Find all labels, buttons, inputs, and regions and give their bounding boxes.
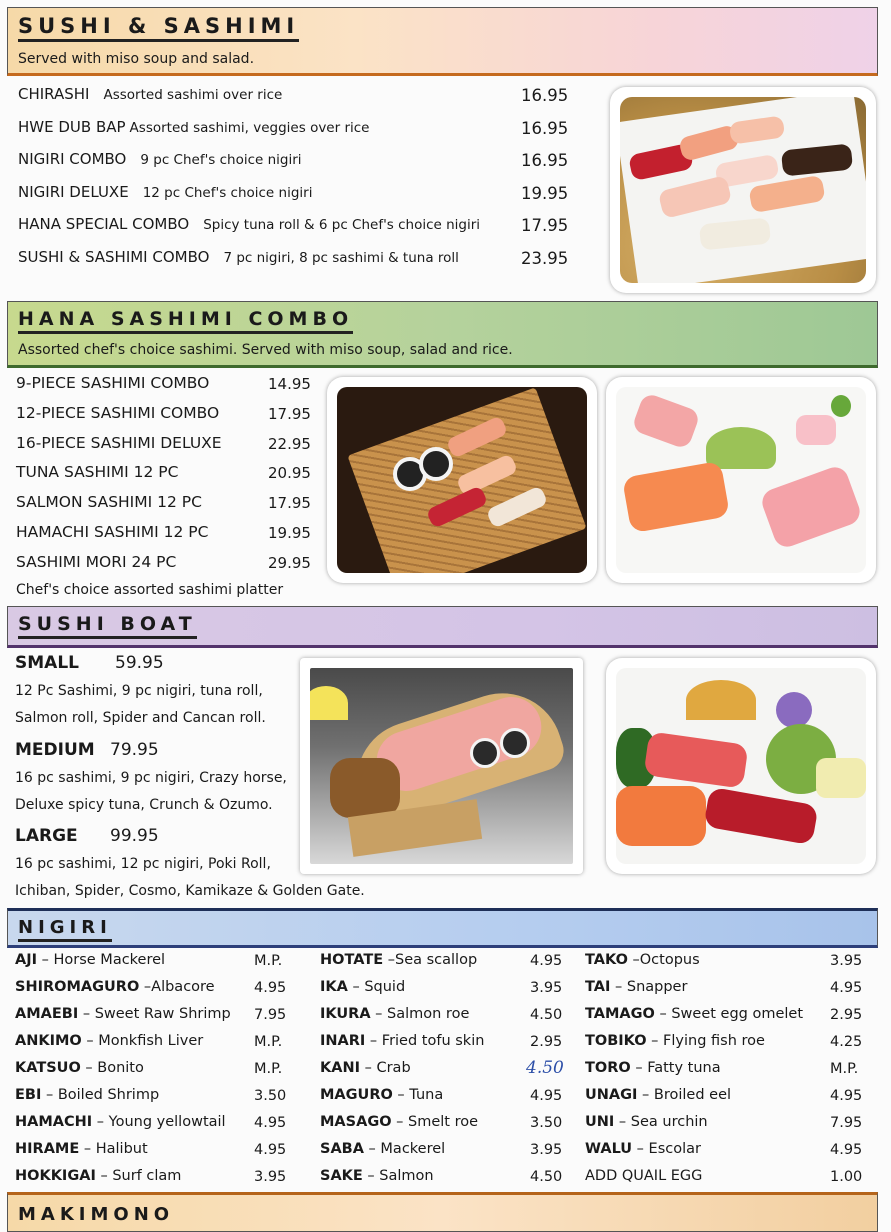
menu-item: [18, 183, 312, 201]
separator: –: [79, 1141, 96, 1157]
nigiri-name: KANI: [320, 1060, 360, 1076]
separator: –: [627, 952, 640, 968]
section-title: SUSHI & SASHIMI: [18, 14, 299, 42]
item-description: 12 pc Chef's choice nigiri: [142, 184, 313, 201]
boat-size-name: SMALL: [15, 653, 79, 673]
sashimi-mori-note: Chef's choice assorted sashimi platter: [16, 582, 284, 598]
nigiri-price: 3.95: [830, 953, 863, 969]
menu-item: [18, 85, 282, 103]
nigiri-item: [15, 979, 215, 995]
nigiri-description: Smelt roe: [408, 1114, 479, 1130]
item-name: CHIRASHI: [18, 85, 90, 103]
item-price: 17.95: [521, 216, 569, 236]
nigiri-price: 4.25: [830, 1034, 863, 1050]
item-description: Spicy tuna roll & 6 pc Chef's choice nigiri: [203, 217, 481, 234]
nigiri-price: 2.95: [530, 1034, 563, 1050]
item-name: NIGIRI DELUXE: [18, 182, 129, 201]
nigiri-description: Escolar: [648, 1141, 701, 1157]
nigiri-description: Broiled eel: [653, 1087, 732, 1103]
separator: –: [139, 979, 152, 995]
nigiri-description: Snapper: [626, 979, 688, 995]
sushi-sashimi-header: [7, 7, 878, 76]
nigiri-name: ADD QUAIL EGG: [585, 1168, 703, 1184]
nigiri-name: AMAEBI: [15, 1006, 79, 1022]
item-price: 17.95: [268, 494, 311, 513]
nigiri-description: Bonito: [97, 1060, 144, 1076]
nigiri-price: 3.95: [530, 1142, 563, 1158]
separator: –: [370, 1006, 388, 1022]
item-price: 20.95: [268, 464, 311, 483]
separator: –: [646, 1033, 664, 1049]
menu-item-name: TUNA SASHIMI 12 PC: [16, 463, 179, 482]
nigiri-description: Flying fish roe: [663, 1033, 765, 1049]
nigiri-description: Albacore: [151, 979, 215, 995]
nigiri-name: SABA: [320, 1141, 364, 1157]
sushi-boat-photo: [300, 658, 583, 874]
nigiri-item: [15, 1087, 159, 1103]
nigiri-name: MAGURO: [320, 1087, 393, 1103]
hana-sashimi-header: [7, 301, 878, 368]
sashimi-flower-photo: [606, 658, 876, 874]
nigiri-price: M.P.: [254, 953, 283, 969]
nigiri-item: [15, 1141, 148, 1157]
nigiri-price: 4.50: [530, 1169, 563, 1185]
boat-description-line: Salmon roll, Spider and Cancan roll.: [15, 710, 266, 726]
nigiri-price: 4.50: [530, 1007, 563, 1023]
separator: –: [360, 1060, 377, 1076]
nigiri-item: [15, 1168, 181, 1184]
separator: –: [365, 1033, 382, 1049]
nigiri-item: [585, 1087, 731, 1103]
sashimi-plate-photo: [606, 377, 876, 583]
nigiri-item: [585, 1060, 721, 1076]
item-price: 17.95: [268, 404, 311, 423]
nigiri-description: Surf clam: [112, 1168, 182, 1184]
separator: –: [81, 1033, 99, 1049]
nigiri-description: Fatty tuna: [647, 1060, 721, 1076]
nigiri-description: Monkfish Liver: [98, 1033, 204, 1049]
menu-item: [18, 215, 480, 233]
nigiri-description: Young yellowtail: [108, 1114, 226, 1130]
nigiri-item: [585, 1006, 803, 1022]
nigiri-price: 4.95: [530, 953, 563, 969]
nigiri-item: [320, 1114, 478, 1130]
menu-item-name: SASHIMI MORI 24 PC: [16, 552, 177, 571]
item-price: 16.95: [521, 118, 569, 138]
menu-item: [18, 248, 459, 266]
section-description: Assorted chef's choice sashimi. Served with miso soup, salad and rice.: [18, 342, 513, 358]
nigiri-item: [320, 952, 477, 968]
nigiri-name: KATSUO: [15, 1060, 81, 1076]
separator: –: [637, 1087, 654, 1103]
separator: –: [614, 1114, 631, 1130]
item-name: HANA SPECIAL COMBO: [18, 215, 190, 234]
nigiri-name: SHIROMAGURO: [15, 979, 140, 995]
nigiri-item: [15, 952, 165, 968]
separator: –: [610, 979, 627, 995]
nigiri-description: Sea scallop: [394, 952, 478, 968]
item-description: 7 pc nigiri, 8 pc sashimi & tuna roll: [223, 250, 459, 266]
boat-size-name: LARGE: [15, 826, 78, 846]
nigiri-description: Sea urchin: [630, 1114, 708, 1130]
nigiri-price: 4.95: [830, 1088, 863, 1104]
nigiri-item: [585, 1168, 702, 1184]
nigiri-item: [585, 1033, 765, 1049]
nigiri-item: [15, 1060, 144, 1076]
nigiri-name: TOBIKO: [585, 1033, 647, 1049]
nigiri-item: [320, 1060, 411, 1076]
nigiri-price: 4.95: [830, 980, 863, 996]
nigiri-name: HAMACHI: [15, 1114, 93, 1130]
menu-item: [18, 118, 370, 136]
item-price: 19.95: [268, 524, 311, 542]
nigiri-item: [585, 1141, 701, 1157]
nigiri-item: [320, 979, 405, 995]
boat-description-line: 16 pc sashimi, 12 pc nigiri, Poki Roll,: [15, 856, 271, 872]
boat-description-line: Deluxe spicy tuna, Crunch & Ozumo.: [15, 796, 273, 813]
item-price: 14.95: [268, 375, 311, 393]
boat-size-name: MEDIUM: [15, 739, 95, 760]
nigiri-description: Horse Mackerel: [53, 952, 166, 968]
section-title: NIGIRI: [18, 917, 112, 942]
nigiri-header: [7, 908, 878, 948]
nigiri-name: UNAGI: [585, 1087, 638, 1103]
separator: –: [41, 1087, 58, 1103]
nigiri-name: ANKIMO: [15, 1033, 82, 1049]
menu-item-name: SALMON SASHIMI 12 PC: [16, 493, 202, 512]
separator: –: [80, 1060, 98, 1076]
section-title: HANA SASHIMI COMBO: [18, 308, 353, 334]
nigiri-price: 4.95: [254, 1142, 287, 1158]
nigiri-price: 4.95: [254, 1115, 287, 1131]
nigiri-item: [585, 979, 687, 995]
nigiri-item: [320, 1141, 445, 1157]
nigiri-price: 3.95: [254, 1169, 287, 1185]
nigiri-item: [585, 1114, 708, 1130]
nigiri-name: WALU: [585, 1141, 633, 1157]
boat-description-line: Ichiban, Spider, Cosmo, Kamikaze & Golden Gate.: [15, 883, 365, 899]
nigiri-item: [15, 1114, 226, 1130]
boat-size-price: 99.95: [110, 826, 159, 846]
nigiri-name: HOTATE: [320, 952, 384, 968]
nigiri-price: 4.50: [526, 1058, 564, 1078]
separator: –: [632, 1141, 649, 1157]
section-description: Served with miso soup and salad.: [18, 51, 255, 67]
menu-item-name: HAMACHI SASHIMI 12 PC: [16, 523, 209, 541]
item-price: 23.95: [521, 249, 569, 268]
separator: –: [78, 1006, 95, 1022]
item-price: 29.95: [268, 553, 311, 572]
item-name: NIGIRI COMBO: [18, 150, 127, 169]
nigiri-name: IKURA: [320, 1006, 371, 1022]
nigiri-description: Octopus: [639, 952, 700, 968]
menu-item-name: 9-PIECE SASHIMI COMBO: [16, 374, 210, 392]
section-title: SUSHI BOAT: [18, 613, 197, 639]
separator: –: [347, 979, 365, 995]
nigiri-price: M.P.: [830, 1061, 859, 1077]
nigiri-name: HIRAME: [15, 1141, 80, 1157]
nigiri-price: 7.95: [254, 1007, 287, 1023]
item-name: SUSHI & SASHIMI COMBO: [18, 248, 210, 266]
boat-description-line: 16 pc sashimi, 9 pc nigiri, Crazy horse,: [15, 769, 287, 786]
nigiri-name: UNI: [585, 1114, 615, 1130]
sushi-boat-header: [7, 606, 878, 648]
nigiri-item: [320, 1168, 434, 1184]
separator: –: [391, 1114, 409, 1130]
nigiri-name: SAKE: [320, 1168, 363, 1184]
nigiri-item: [320, 1087, 443, 1103]
menu-item-name: 16-PIECE SASHIMI DELUXE: [16, 433, 222, 452]
nigiri-item: [320, 1006, 469, 1022]
item-description: Assorted sashimi, veggies over rice: [129, 119, 370, 136]
separator: –: [630, 1060, 648, 1076]
nigiri-name: TAI: [585, 979, 611, 995]
separator: –: [654, 1006, 672, 1022]
sashimi-bamboo-photo: [327, 377, 597, 583]
nigiri-price: 1.00: [830, 1169, 863, 1185]
nigiri-description: Salmon: [379, 1168, 434, 1184]
nigiri-name: INARI: [320, 1033, 366, 1049]
nigiri-price: M.P.: [254, 1061, 283, 1077]
nigiri-price: 4.95: [254, 980, 287, 996]
item-price: 16.95: [521, 151, 569, 171]
nigiri-description: Tuna: [409, 1087, 444, 1103]
menu-item-name: 12-PIECE SASHIMI COMBO: [16, 403, 220, 422]
nigiri-price: 2.95: [830, 1007, 863, 1023]
separator: –: [362, 1168, 380, 1184]
separator: –: [95, 1168, 113, 1184]
section-title: MAKIMONO: [18, 1204, 175, 1225]
nigiri-item: [320, 1033, 484, 1049]
nigiri-name: MASAGO: [320, 1114, 392, 1130]
item-price: 19.95: [521, 183, 569, 203]
item-price: 22.95: [268, 434, 311, 453]
nigiri-description: Halibut: [95, 1141, 148, 1157]
nigiri-price: 3.95: [530, 980, 563, 996]
item-description: Assorted sashimi over rice: [103, 87, 283, 103]
nigiri-price: 7.95: [830, 1115, 863, 1131]
nigiri-item: [15, 1006, 231, 1022]
makimono-header: [7, 1192, 878, 1232]
nigiri-description: Boiled Shrimp: [57, 1087, 160, 1103]
separator: –: [363, 1141, 381, 1157]
nigiri-item: [15, 1033, 203, 1049]
item-name: HWE DUB BAP: [18, 117, 126, 136]
nigiri-platter-photo: [610, 87, 876, 293]
nigiri-description: Sweet egg omelet: [671, 1006, 804, 1022]
separator: –: [383, 952, 395, 968]
nigiri-name: TAMAGO: [585, 1006, 655, 1022]
menu-item: [18, 150, 302, 168]
nigiri-name: EBI: [15, 1087, 42, 1103]
nigiri-description: Squid: [364, 979, 406, 995]
nigiri-name: TORO: [585, 1060, 631, 1076]
nigiri-name: IKA: [320, 979, 348, 995]
nigiri-description: Salmon roe: [387, 1006, 470, 1022]
separator: –: [392, 1087, 410, 1103]
nigiri-name: HOKKIGAI: [15, 1168, 96, 1184]
item-description: 9 pc Chef's choice nigiri: [140, 152, 302, 169]
separator: –: [92, 1114, 109, 1130]
nigiri-name: TAKO: [585, 952, 628, 968]
nigiri-description: Mackerel: [380, 1141, 446, 1157]
nigiri-price: M.P.: [254, 1034, 283, 1050]
nigiri-price: 4.95: [830, 1142, 863, 1158]
item-price: 16.95: [521, 86, 569, 105]
boat-size-price: 79.95: [110, 739, 159, 760]
nigiri-description: Fried tofu skin: [381, 1033, 485, 1049]
nigiri-description: Crab: [376, 1060, 411, 1076]
nigiri-price: 4.95: [530, 1088, 563, 1104]
boat-description-line: 12 Pc Sashimi, 9 pc nigiri, tuna roll,: [15, 683, 263, 699]
nigiri-description: Sweet Raw Shrimp: [94, 1006, 231, 1022]
boat-size-price: 59.95: [115, 653, 164, 673]
nigiri-price: 3.50: [254, 1088, 287, 1104]
separator: –: [37, 952, 54, 968]
nigiri-item: [585, 952, 700, 968]
nigiri-name: AJI: [15, 952, 38, 968]
nigiri-price: 3.50: [530, 1115, 563, 1131]
